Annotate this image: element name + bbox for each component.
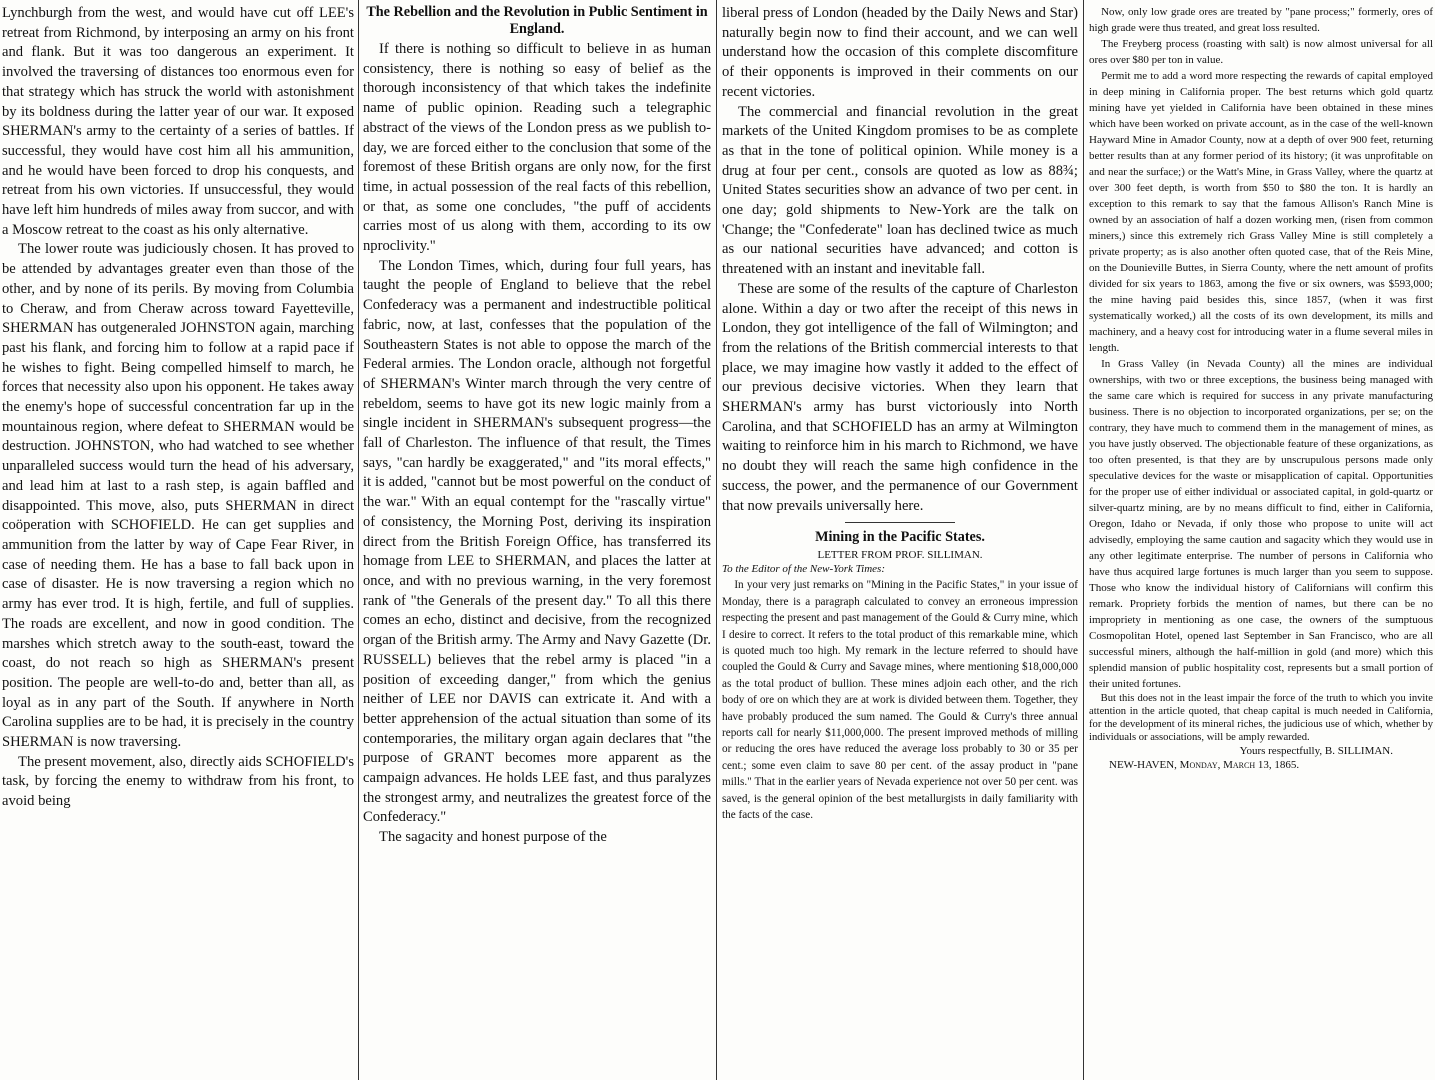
column-rule	[358, 0, 359, 1080]
col1-paragraph: The lower route was judiciously chosen. It has proved to be attended by advantages greater even than those of the other, and by none of its perils. By moving from Columbia to Cheraw, and from Cheraw across toward Fayetteville, SHERMAN has outgeneraled JOHNSTON again, marching past his flank, and forcing him to follow at a rapid pace if he wishes to fight. Being compelled himself to march, he forces that necessity also upon his opponent. He takes away the enemy's hope of successful concentration far up in the mountainous region, where defeat to SHERMAN would be destruction. JOHNSTON, who had watched to see whether unparalleled success would turn the head of his adversary, and lead him at last to a rash step, is again baffled and disappointed. This move, also, puts SHERMAN in direct coöperation with SCHOFIELD. He can get supplies and ammunition from the latter by way of Cape Fear River, in case of needing them. He has a base to fall back upon in case of disaster. He is now traversing a region which no army has ever trod. It is high, fertile, and full of supplies. The roads are excellent, and now in good condition. The marshes which stretch away to the south-east, toward the coast, do not reach so high as SHERMAN's present position. The people are well-to-do and, better than all, as loyal as in any part of the South. If anywhere in North Carolina supplies are to be had, it is precisely in the country SHERMAN is now traversing.	[2, 241, 354, 751]
col3-paragraph: The commercial and financial revolution in the great markets of the United Kingdom promises to be as complete as that in the tone of political opinion. While money is a drug at four per cent., consols are quoted as low as 88¾; United States securities show an advance of two per cent. in one day; gold shipments to New-York are the talk on 'Change; the "Confederate" loan has declined twice as much as our national securities have advanced; and cotton is threatened with an instant and inevitable fall.	[722, 103, 1078, 278]
column-rule	[1083, 0, 1084, 1080]
col4-paragraph: Permit me to add a word more respecting the rewards of capital employed in deep mining in California proper. The best returns which gold quartz mining have yet yielded in California have been obtained in these mines which have been worked on private account, as in the case of the well-known Hayward Mine in Amador County, now at a depth of over 900 feet, returning better results than at any former period of its history; (it was unprofitable on and near the surface;) or the Watt's Mine, in Grass Valley, where the quartz at over 300 feet depth, is worth from $50 to $80 the ton. It is hardly an exception to this remark to say that the famous Allison's Ranch Mine is owned by an association of half a dozen working men, (risen from common miners,) since this extremely rich Grass Valley Mine is still completely a private property; as is also another often quoted case, that of the Reis Mine, on the Dounieville Buttes, in Sierra County, where the nett amount of profits divided for six years to 1863, among the five or six owners, was $593,000; the mine having paid besides this, since 1857, (when it was first systematically worked,) all the costs of its own development, its mills and machinery, and a heavy cost for introducing water in a flume several miles in length.	[1089, 70, 1433, 354]
col1-paragraph: Lynchburgh from the west, and would have cut off LEE's retreat from Richmond, by interposing an army on his front and flank. But it was too dangerous an experiment. It involved the traversing of distances too enormous even for that strategy which has struck the world with astonishment by its boldness during the latter year of our war. It exposed SHERMAN's army to the certainty of a series of battles. If successful, they would have cost him all his ammunition, and he would have been forced to drop his conquests, and retreat from his own victories. If unsuccessful, they would have left him hundreds of miles away from succor, and with a Moscow retreat to the coast as his only alternative.	[2, 5, 354, 238]
col4-paragraph: Now, only low grade ores are treated by "pane process;" formerly, ores of high grade were thus treated, and great loss resulted.	[1089, 6, 1433, 34]
section-divider	[845, 522, 955, 523]
col3-paragraph: These are some of the results of the capture of Charleston alone. Within a day or two after the receipt of this news in London, they got intelligence of the fall of Wilmington; and from the relations of the British commercial interests to that place, we may imagine how vastly it added to the effect of our previous decisive victories. When they learn that SHERMAN's army has burst victoriously into North Carolina, and that SCHOFIELD has an army at Wilmington waiting to reinforce him in his march to Richmond, we have no doubt they will reach the same high confidence in the success, the power, and the permanence of our Government that now prevails universally here.	[722, 280, 1078, 514]
col4-paragraph: But this does not in the least impair the force of the truth to which you invite attention in the article quoted, that cheap capital is much needed in California, for the development of its mineral riches, the judicious use of which, whether by individuals or associations, will be amply rewarded.	[1089, 693, 1433, 744]
letter-dateline: NEW-HAVEN, Monday, March 13, 1865.	[1109, 759, 1300, 772]
col3-paragraph: liberal press of London (headed by the Daily News and Star) naturally begin now to find their account, and we can well understand how the occasion of this complete discomfiture of their opponents is improved in their comments on our recent victories.	[722, 5, 1078, 100]
column-4	[1087, 0, 1435, 1080]
column-1	[0, 0, 356, 1080]
article-heading: The Rebellion and the Revolution in Public Sentiment in England.	[366, 4, 708, 37]
letter-paragraph: In your very just remarks on "Mining in the Pacific States," in your issue of Monday, there is a paragraph calculated to convey an erroneous impression respecting the present and past management of the Gould & Curry mine, which I desire to correct. It refers to the total product of this remarkable mine, which is quoted much too high. My remark in the lecture referred to should have coupled the Gould & Curry and Savage mines, where mentioning $18,000,000 as the total product of bullion. These mines adjoin each other, and the rich body of ore on which they are at work is divided between them. Together, they have probably produced the sum named. The Gould & Curry's three annual reports call for nearly $11,000,000. The present improved methods of milling or reducing the ores have reduced the average loss probably to 30 or 35 per cent.; some even claim to save 80 per cent. of the assay product in "pane mills." That in the earlier years of Nevada experience not over 50 per cent. was saved, is the general opinion of the best metallurgists in daily familiarity with the facts of the case.	[722, 579, 1078, 821]
column-rule	[716, 0, 717, 1080]
col2-paragraph: The sagacity and honest purpose of the	[379, 829, 607, 846]
column-3	[720, 0, 1080, 1080]
col2-paragraph: The London Times, which, during four full years, has taught the people of England to believe that the rebel Confederacy was a permanent and indestructible political fabric, now, at last, confesses that the population of the Southeastern States is not able to oppose the march of the Federal armies. The London oracle, although not forgetful of SHERMAN's Winter march through the very centre of rebeldom, seems to have got its new logic mainly from a single incident in SHERMAN's subsequent progress—the fall of Charleston. The influence of that result, the Times says, "can hardly be exaggerated," and "its moral effects," it is added, "cannot but be most powerful on the conduct of the war." With an equal contempt for the "rascally virtue" of consistency, the Morning Post, deriving its inspiration direct from the British Foreign Office, has transferred its homage from LEE to SHERMAN, and places the latter at once, and with no previous warning, in the very foremost rank of "the Generals of the present day." To all this there comes an echo, distinct and decisive, from the recognized organ of the British army. The Army and Navy Gazette (Dr. RUSSELL) believes that the rebel army is placed "in a position of exceeding danger," from which the genius neither of LEE nor DAVIS can extricate it. And with a better apprehension of the actual situation than some of its contemporaries, the military organ again declares that "the purpose of GRANT becomes more apparent as the campaign advances. He holds LEE fast, and thus paralyzes the strongest army, and neutralizes the greatest force of the Confederacy."	[363, 257, 711, 826]
letter-heading: Mining in the Pacific States.	[815, 529, 985, 546]
col4-paragraph: The Freyberg process (roasting with salt) is now almost universal for all ores over $80 per ton in value.	[1089, 38, 1433, 66]
letter-subheading: LETTER FROM PROF. SILLIMAN.	[817, 549, 983, 562]
col1-paragraph: The present movement, also, directly aids SCHOFIELD's task, by forcing the enemy to withdraw from his front, to avoid being	[2, 753, 354, 810]
letter-signoff: Yours respectfully, B. SILLIMAN.	[1239, 745, 1393, 758]
letter-salutation: To the Editor of the New-York Times:	[722, 563, 885, 576]
col4-paragraph: In Grass Valley (in Nevada County) all the mines are individual ownerships, with two or three exceptions, the business being managed with the same care which is required for success in any private manufacturing business. There is no objection to incorporated organizations, per se; on the contrary, they have much to commend them in the management of mines, as you have justly observed. The objectionable feature of these organizations, as too often presented, is that they are by unscrupulous persons made only speculative devices for the waste or misapplication of capital. Opportunities for the proper use of either individual or associated capital, in gold-quartz or silver-quartz mining, are by no means difficult to find, either in California, Oregon, Idaho or Nevada, if only those who propose to unite will act advisedly, employing the same caution and sagacity which they would use in any other legitimate enterprise. The number of persons in California who have thus acquired large fortunes is much larger than you seem to suppose. Those who know the individual history of Californians will confirm this remark. Propriety forbids the mention of names, but there can be no impropriety in mentioning as one case, the owners of the sumptuous Cosmopolitan Hotel, opened last September in San Francisco, who are all successful miners, although the half-million in gold (and more) which this splendid mansion of public hospitality cost, represents but a small portion of their united fortunes.	[1089, 358, 1433, 690]
column-2	[361, 0, 713, 1080]
col2-paragraph: If there is nothing so difficult to believe in as human consistency, there is nothing so easy of belief as the thorough inconsistency of that which takes the indefinite name of public opinion. Reading such a telegraphic abstract of the views of the London press as we publish to-day, we are forced either to the conclusion that some of the foremost of these British organs are only now, for the first time, in actual possession of the real facts of this rebellion, or that, as some one concludes, "the puff of accidents carries most of us along with them, according to its ow nproclivity."	[363, 41, 711, 255]
